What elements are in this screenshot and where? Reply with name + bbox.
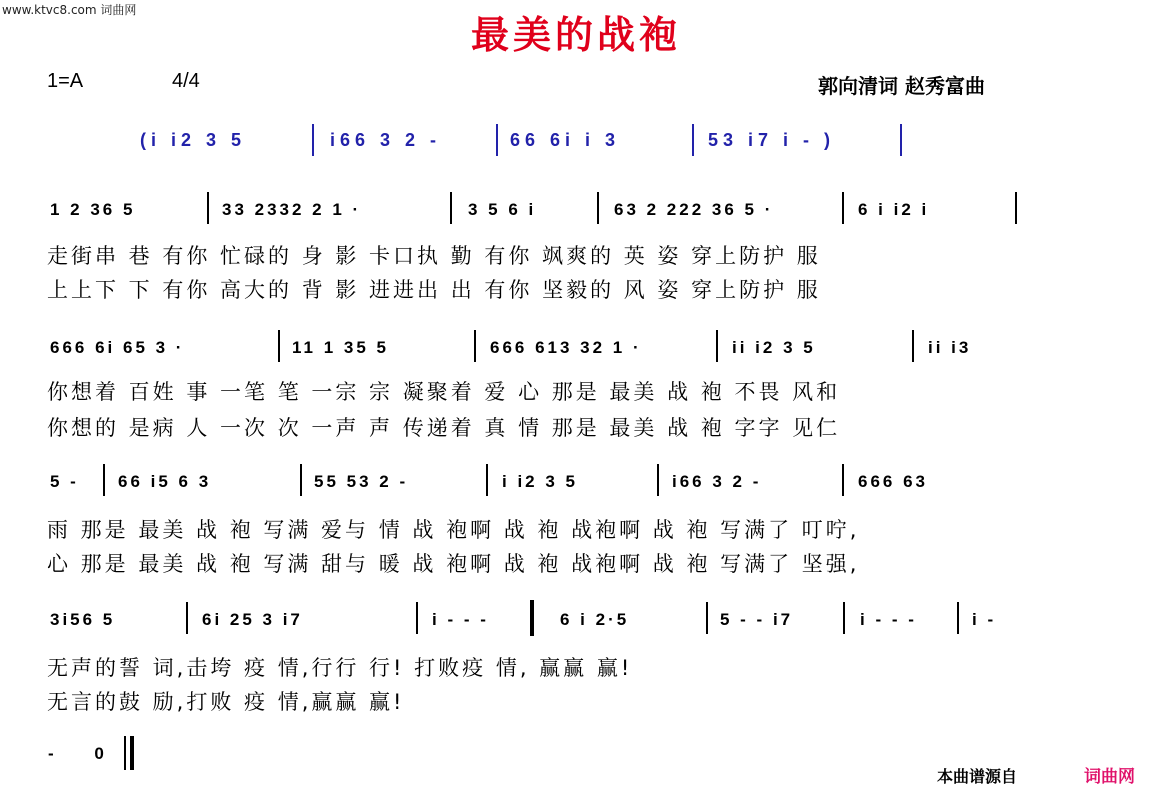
barline [900,124,902,156]
barline [416,602,418,634]
credits: 郭向清词 赵秀富曲 [818,74,985,98]
barline [716,330,718,362]
measure: ii i3 [928,338,972,357]
barline [186,602,188,634]
repeat-barline [530,600,534,636]
lyric-verse-2: 上上下 下 有你 高大的 背 影 进进出 出 有你 坚毅的 风 姿 穿上防护 服 [47,278,821,302]
key-signature: 1=A [47,70,84,92]
barline [486,464,488,496]
measure: i - - - [860,610,917,629]
measure: 3i56 5 [50,610,116,629]
intro-measure: 53 i7 i - ) [708,130,836,150]
measure: 666 63 [858,472,928,491]
intro-measure: i66 3 2 - [330,130,442,150]
lyric-verse-2: 你想的 是病 人 一次 次 一声 声 传递着 真 情 那是 最美 战 袍 字字 见仁 [47,416,841,440]
measure: 3 5 6 i [468,200,537,219]
intro-measure: (i i2 3 5 [140,130,247,150]
barline [300,464,302,496]
barline [843,602,845,634]
barline [842,192,844,224]
measure: 666 6i 65 3 · [50,338,185,357]
footer-site-logo: 词曲网 [1084,767,1135,787]
barline [957,602,959,634]
lyric-verse-2: 心 那是 最美 战 袍 写满 甜与 暖 战 袍啊 战 袍 战袍啊 战 袍 写满了 坚强, [47,552,860,576]
measure: 5 - - i7 [720,610,794,629]
lyric-verse-1: 无声的誓 词,击垮 疫 情,行行 行! 打败疫 情, 赢赢 赢! [47,656,633,680]
lyric-verse-2: 无言的鼓 励,打败 疫 情,赢赢 赢! [47,690,405,714]
watermark: www.ktvc8.com 词曲网 [2,3,137,17]
measure: 66 i5 6 3 [118,472,212,491]
measure: 63 2 222 36 5 · [614,200,774,219]
measure: 666 613 32 1 · [490,338,642,357]
barline [450,192,452,224]
measure: 55 53 2 - [314,472,409,491]
time-signature: 4/4 [172,70,200,92]
measure: 33 2332 2 1 · [222,200,362,219]
ending-measure: - 0 [48,744,122,763]
barline [496,124,498,156]
barline [1015,192,1017,224]
lyric-verse-1: 你想着 百姓 事 一笔 笔 一宗 宗 凝聚着 爱 心 那是 最美 战 袍 不畏 风和 [47,380,841,404]
barline [207,192,209,224]
barline [474,330,476,362]
barline [278,330,280,362]
barline [312,124,314,156]
measure: i i2 3 5 [502,472,578,491]
measure: 5 - [50,472,79,491]
final-barline-thin [124,736,126,770]
measure: 6 i i2 i [858,200,930,219]
measure: i66 3 2 - [672,472,762,491]
barline [597,192,599,224]
footer-source: 本曲谱源自 [937,767,1018,786]
measure: 6 i 2·5 [560,610,630,629]
measure: 11 1 35 5 [292,338,389,357]
lyric-verse-1: 雨 那是 最美 战 袍 写满 爱与 情 战 袍啊 战 袍 战袍啊 战 袍 写满了 叮咛, [47,518,860,542]
intro-measure: 66 6i i 3 [510,130,621,150]
measure: 6i 25 3 i7 [202,610,303,629]
song-title: 最美的战袍 [470,12,681,57]
measure: 1 2 36 5 [50,200,136,219]
lyric-verse-1: 走街串 巷 有你 忙碌的 身 影 卡口执 勤 有你 飒爽的 英 姿 穿上防护 服 [47,244,821,268]
barline [103,464,105,496]
measure: i - [972,610,997,629]
barline [692,124,694,156]
barline [842,464,844,496]
barline [706,602,708,634]
barline [657,464,659,496]
measure: i - - - [432,610,489,629]
measure: ii i2 3 5 [732,338,816,357]
final-barline-thick [130,736,134,770]
barline [912,330,914,362]
